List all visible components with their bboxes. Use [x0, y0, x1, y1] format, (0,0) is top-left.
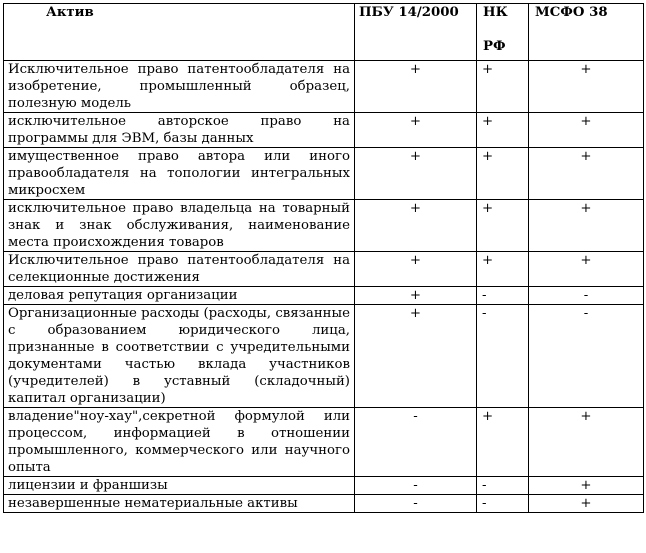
header-ifrs-38: МСФО 38 [529, 4, 644, 61]
nk-mark: - [477, 477, 529, 495]
ifrs-mark: + [529, 495, 644, 513]
pbu-mark: + [355, 200, 477, 252]
asset-cell: исключительное право владельца на товарный знак и знак обслуживания, наименование места происхождения товаров [4, 200, 355, 252]
ifrs-mark: + [529, 477, 644, 495]
table-row [4, 200, 644, 252]
nk-mark: - [477, 305, 529, 408]
pbu-mark: + [355, 305, 477, 408]
table-row [4, 495, 644, 513]
ifrs-mark: + [529, 200, 644, 252]
pbu-mark: + [355, 61, 477, 113]
asset-cell: Организационные расходы (расходы, связанные с образованием юридического лица, признанные в соответствии с учредительными документами частью вклада участников (учредителей) в уставный (складочный) капитал организации) [4, 305, 355, 408]
ifrs-mark: + [529, 61, 644, 113]
nk-mark: + [477, 113, 529, 148]
asset-cell: незавершенные нематериальные активы [4, 495, 355, 513]
pbu-mark: + [355, 113, 477, 148]
header-asset: Актив [4, 4, 355, 61]
ifrs-mark: - [529, 305, 644, 408]
nk-mark: - [477, 287, 529, 305]
asset-cell: исключительное авторское право на программы для ЭВМ, базы данных [4, 113, 355, 148]
table-row [4, 408, 644, 477]
nk-mark: + [477, 408, 529, 477]
intangible-assets-table [3, 3, 644, 513]
header-pbu-14-2000: ПБУ 14/2000 [355, 4, 477, 61]
header-row [4, 4, 644, 61]
nk-mark: - [477, 495, 529, 513]
table-row [4, 287, 644, 305]
table-row [4, 305, 644, 408]
pbu-mark: - [355, 408, 477, 477]
header-nk-line1: НК [483, 5, 508, 20]
asset-cell: деловая репутация организации [4, 287, 355, 305]
table-row [4, 148, 644, 200]
pbu-mark: + [355, 148, 477, 200]
ifrs-mark: + [529, 113, 644, 148]
ifrs-mark: + [529, 252, 644, 287]
ifrs-mark: + [529, 148, 644, 200]
pbu-mark: - [355, 477, 477, 495]
table-row [4, 252, 644, 287]
nk-mark: + [477, 61, 529, 113]
asset-cell: имущественное право автора или иного правообладателя на топологии интегральных микросхем [4, 148, 355, 200]
asset-cell: лицензии и франшизы [4, 477, 355, 495]
asset-cell: владение"ноу-хау",секретной формулой или процессом, информацией в отношении промышленного, коммерческого или научного опыта [4, 408, 355, 477]
nk-mark: + [477, 252, 529, 287]
asset-cell: Исключительное право патентообладателя на селекционные достижения [4, 252, 355, 287]
asset-cell: Исключительное право патентообладателя на изобретение, промышленный образец, полезную модель [4, 61, 355, 113]
table-row [4, 61, 644, 113]
pbu-mark: + [355, 287, 477, 305]
table-row [4, 113, 644, 148]
ifrs-mark: - [529, 287, 644, 305]
pbu-mark: + [355, 252, 477, 287]
nk-mark: + [477, 148, 529, 200]
ifrs-mark: + [529, 408, 644, 477]
header-nk-line2: РФ [483, 39, 506, 54]
table-row [4, 477, 644, 495]
pbu-mark: - [355, 495, 477, 513]
nk-mark: + [477, 200, 529, 252]
header-nk-rf [477, 4, 529, 61]
